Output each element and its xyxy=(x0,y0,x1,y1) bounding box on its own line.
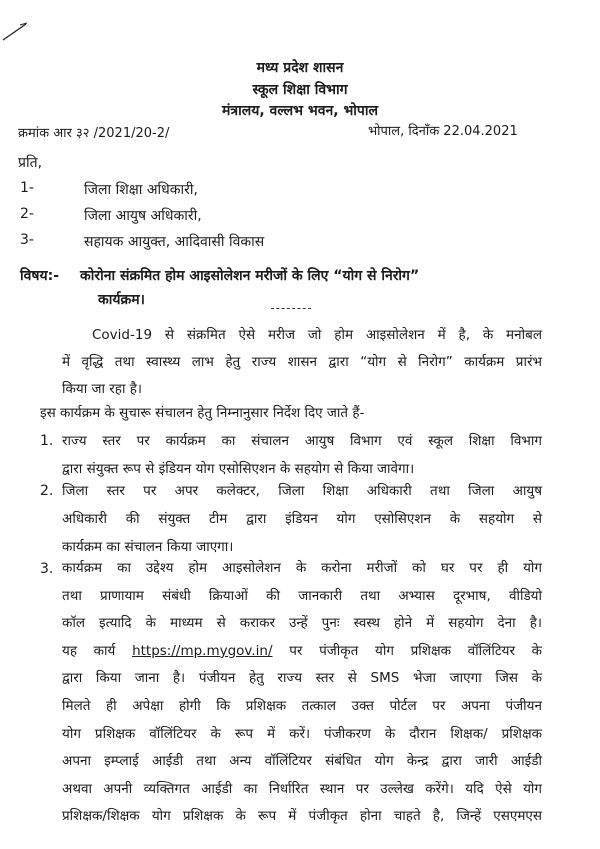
recipient-name: सहायक आयुक्त, आदिवासी विकास xyxy=(84,234,265,250)
reference-number: क्रमांक आर ३२ /2021/20-2/ xyxy=(18,126,170,141)
point-line: राज्य स्तर पर कार्यक्रम का संचालन आयुष विभाग एवं स्कूल शिक्षा विभाग xyxy=(62,433,542,449)
point-line: तथा प्राणायाम संबंधी क्रियाओं की जानकारी तथा अभ्यास दूरभाष, वीडियो xyxy=(62,587,542,604)
subject-line: कार्यक्रम। xyxy=(98,292,145,308)
pen-mark-icon xyxy=(2,22,28,42)
header-government: मध्य प्रदेश शासन xyxy=(256,60,344,76)
point-line: कार्यक्रम का उद्देश्य होम आइसोलेशन के करोना मरीजों को घर पर ही योग xyxy=(62,560,542,576)
directive-text: इस कार्यक्रम के सुचारू संचालन हेतु निम्नानुसार निर्देश दिए जाते हैं- xyxy=(40,405,365,421)
intro-line: Covid-19 से संक्रमित ऐसे मरीज जो होम आइसोलेशन में है, के मनोबल xyxy=(92,327,542,343)
point-number: 3. xyxy=(40,561,54,577)
header-address: मंत्रालय, वल्लभ भवन, भोपाल xyxy=(222,103,378,119)
point-line-with-link xyxy=(62,638,542,666)
point-line: मिलते ही अपेक्षा होगी कि प्रशिक्षक तत्काल उक्त पोर्टल पर अपना पंजीयन xyxy=(62,697,542,714)
intro-paragraph xyxy=(62,322,542,403)
point-line: कार्यक्रम का संचालन किया जाएगा। xyxy=(62,539,234,555)
recipient-number: 1- xyxy=(20,180,34,196)
point-text: यह कार्य xyxy=(62,642,116,659)
recipient-number: 3- xyxy=(20,232,34,248)
intro-line: किया जा रहा है। xyxy=(62,381,143,397)
point-text: पर पंजीकृत योग प्रशिक्षक वॉलिंटियर के xyxy=(289,642,543,659)
point-2 xyxy=(62,477,542,561)
point-number: 1. xyxy=(40,433,54,449)
subject-line: कोरोना संक्रमित होम आइसोलेशन मरीजों के लिए “योग से निरोग” xyxy=(80,268,420,284)
recipient-name: जिला आयुष अधिकारी, xyxy=(84,208,202,224)
point-number: 2. xyxy=(40,483,54,499)
point-line: अथवा अपनी व्यक्तिगत आईडी का निर्धारित स्थान पर उल्लेख करेंगे। यदि ऐसे योग xyxy=(62,780,542,797)
point-line: अधिकारी की संयुक्त टीम द्वारा इंडियन योग एसोसिएशन के सहयोग से xyxy=(62,511,542,527)
point-line: कॉल इत्यादि के माध्यम से कराकर उन्हें पुनः स्वस्थ होने में सहयोग देना है। xyxy=(62,615,542,632)
point-line: अपना इम्प्लाई आईडी तथा अन्य वॉलिंटियर संबंधित योग केन्द्र द्वारा जारी आईडी xyxy=(62,753,542,770)
mygov-portal-link[interactable]: https://mp.mygov.in/ xyxy=(132,642,273,659)
point-line: द्वारा संयुक्त रूप से इंडियन योग एसोसिएशन के सहयोग से किया जावेगा। xyxy=(62,461,415,477)
point-line: योग प्रशिक्षक वॉलिंटियर के रूप में करें। पंजीकरण के दौरान शिक्षक/ प्रशिक्षक xyxy=(62,725,542,742)
recipient-name: जिला शिक्षा अधिकारी, xyxy=(84,182,198,198)
to-label: प्रति, xyxy=(18,155,43,171)
point-1 xyxy=(62,427,542,483)
header-department: स्कूल शिक्षा विभाग xyxy=(252,82,348,98)
point-line: जिला स्तर पर अपर कलेक्टर, जिला शिक्षा अधिकारी तथा जिला आयुष xyxy=(62,483,542,499)
point-3 xyxy=(62,555,542,831)
place-date: भोपाल, दिनाँक 22.04.2021 xyxy=(368,124,518,139)
recipient-number: 2- xyxy=(20,206,34,222)
intro-line: में वृद्धि तथा स्वास्थ्य लाभ हेतु राज्य शासन द्वारा “योग से निरोग” कार्यक्रम प्रारंभ xyxy=(62,354,542,370)
divider xyxy=(271,308,311,309)
point-line: प्रशिक्षक/शिक्षक योग प्रशिक्षक के रूप में पंजीकृत होना चाहते है, जिन्हें एसएमएस xyxy=(62,808,542,825)
subject-label: विषय:- xyxy=(20,268,60,284)
point-line: द्वारा किया जाना है। पंजीयन हेतु राज्य स्तर से SMS भेजा जाएगा जिस के xyxy=(62,670,542,687)
